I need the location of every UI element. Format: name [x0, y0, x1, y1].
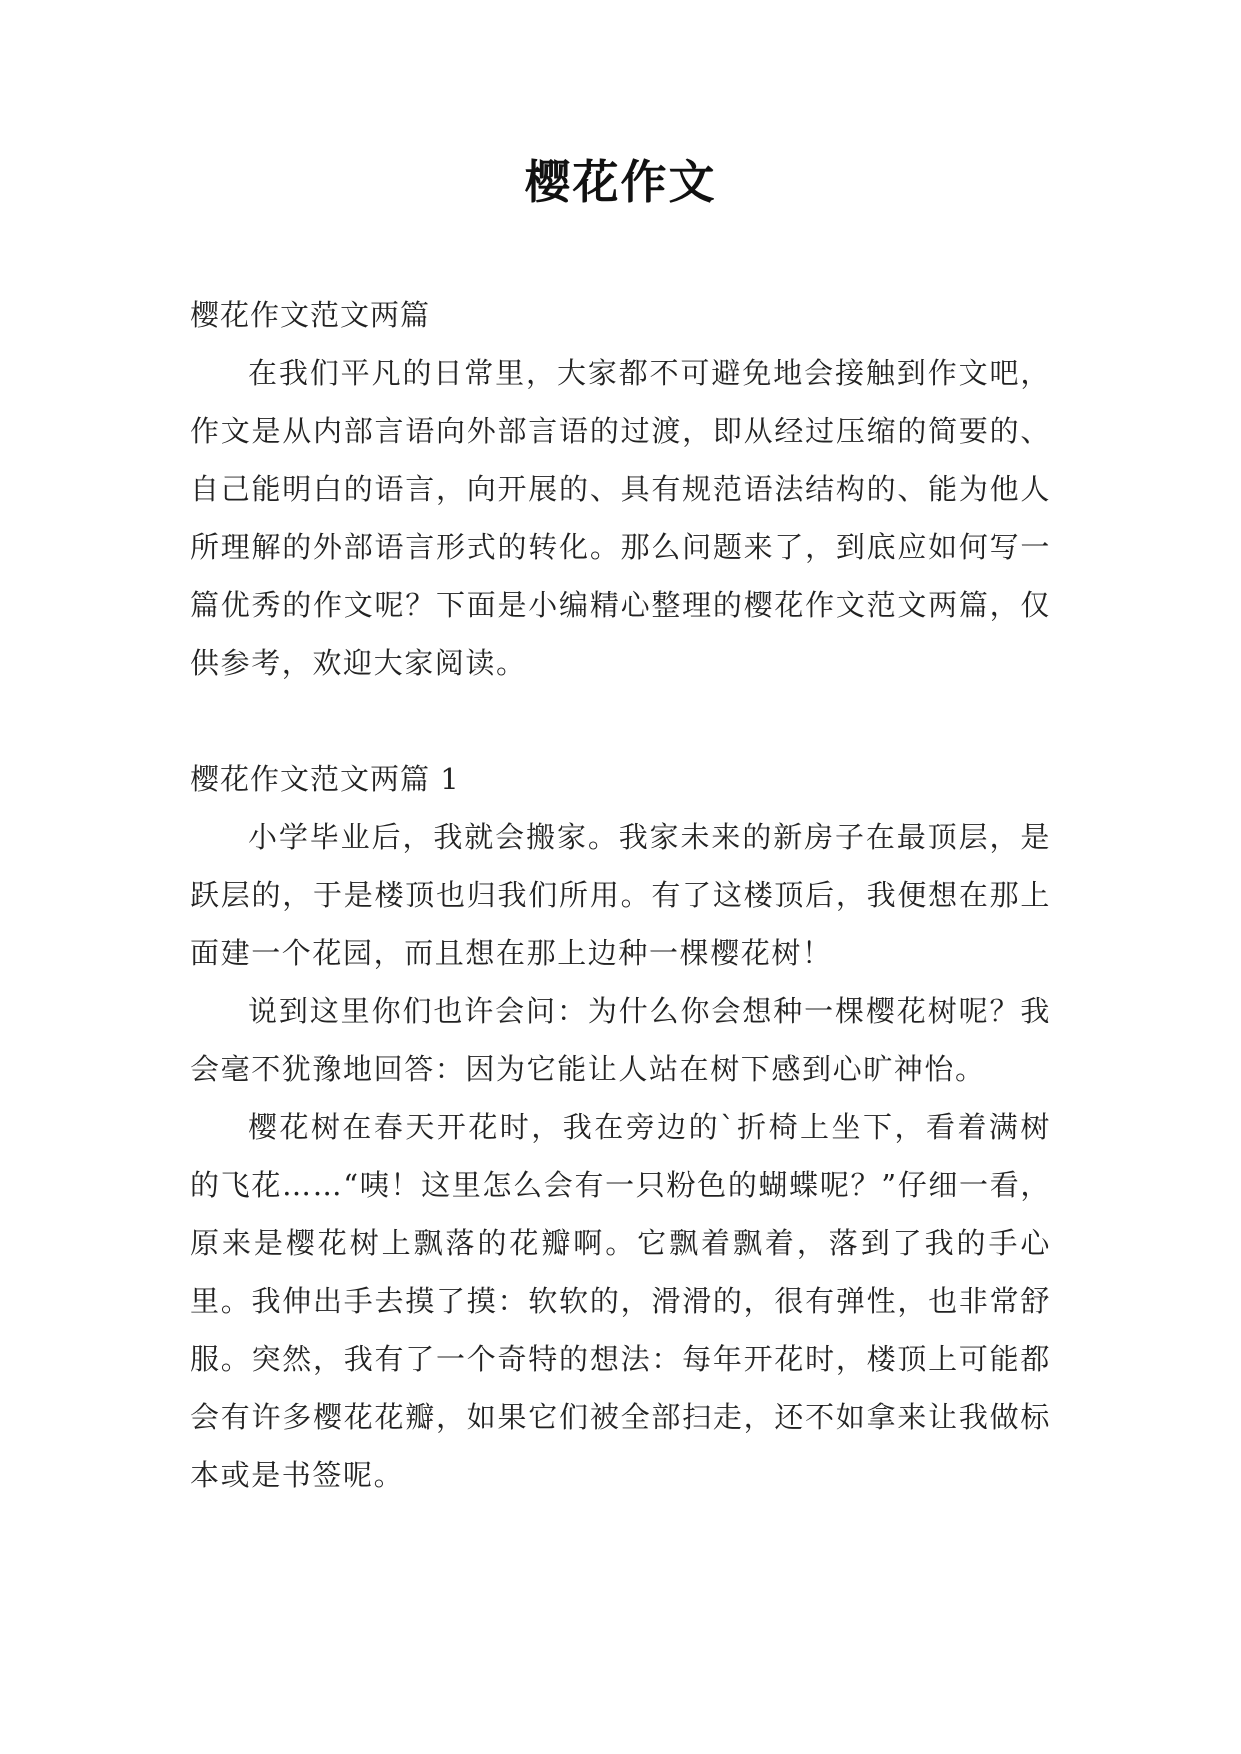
intro-paragraph: 在我们平凡的日常里，大家都不可避免地会接触到作文吧，作文是从内部言语向外部言语的过渡，即从经过压缩的简要的、自己能明白的语言，向开展的、具有规范语法结构的、能为他人所理解的外部语言形式的转化。那么问题来了，到底应如何写一篇优秀的作文呢？下面是小编精心整理的樱花作文范文两篇，仅供参考，欢迎大家阅读。: [190, 356, 1051, 680]
essay1-paragraph: 小学毕业后，我就会搬家。我家未来的新房子在最顶层，是跃层的，于是楼顶也归我们所用。有了这楼顶后，我便想在那上面建一个花园，而且想在那上边种一棵樱花树！: [190, 820, 1051, 970]
essay1-paragraph: 说到这里你们也许会问：为什么你会想种一棵樱花树呢？我会毫不犹豫地回答：因为它能让人站在树下感到心旷神怡。: [190, 994, 1051, 1086]
essay1-heading: 樱花作文范文两篇 1: [190, 762, 460, 796]
essay1-paragraph: 樱花树在春天开花时，我在旁边的`折椅上坐下，看着满树的飞花……“咦！这里怎么会有一只粉色的蝴蝶呢？”仔细一看，原来是樱花树上飘落的花瓣啊。它飘着飘着，落到了我的手心里。我伸出手去摸了摸：软软的，滑滑的，很有弹性，也非常舒服。突然，我有了一个奇特的想法：每年开花时，楼顶上可能都会有许多樱花花瓣，如果它们被全部扫走，还不如拿来让我做标本或是书签呢。: [190, 1110, 1051, 1492]
intro-section: [190, 286, 1051, 692]
intro-heading: 樱花作文范文两篇: [190, 298, 431, 332]
document-title: 樱花作文: [524, 155, 717, 209]
essay1-section: [190, 750, 1051, 1504]
